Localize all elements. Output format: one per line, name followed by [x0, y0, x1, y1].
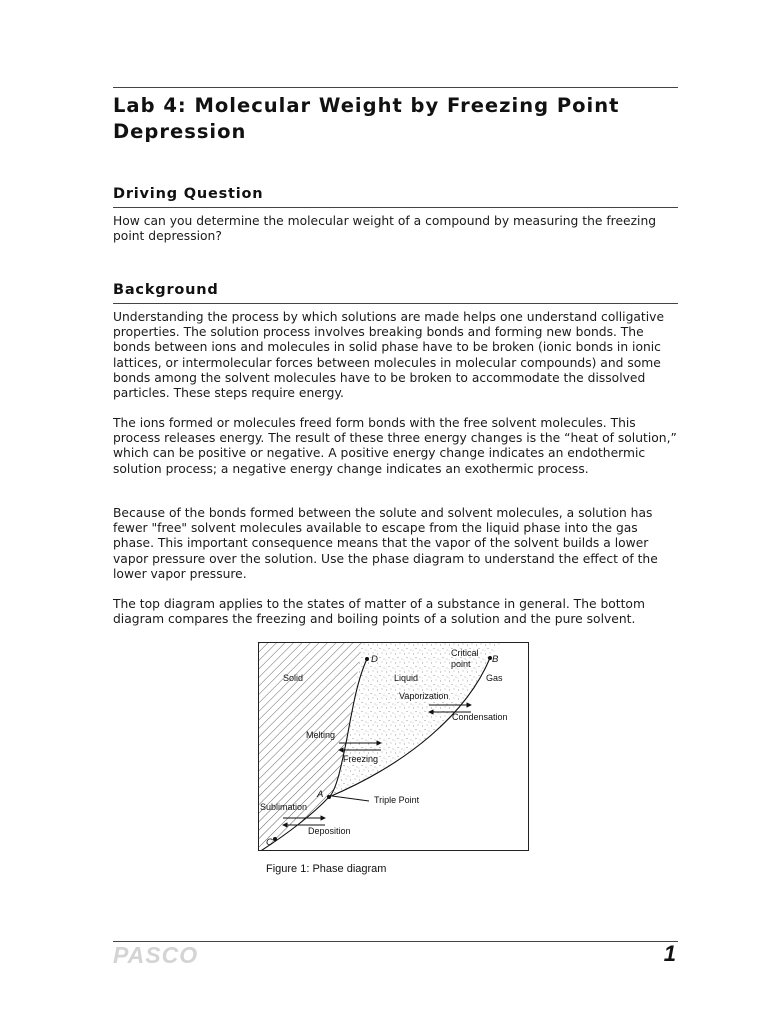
freezing-label: Freezing [343, 754, 379, 764]
driving-question-text: How can you determine the molecular weight of a compound by measuring the freezing point depression? [113, 214, 657, 244]
solid-label: Solid [283, 673, 304, 683]
pasco-logo: PASCO [113, 942, 199, 968]
critical-point-label-line1: Critical [451, 648, 479, 658]
condensation-label: Condensation [452, 712, 508, 722]
page-title: Lab 4: Molecular Weight by Freezing Point Depression [113, 94, 620, 143]
deposition-label: Deposition [308, 826, 351, 836]
vaporization-label: Vaporization [399, 691, 449, 701]
page-number: 1 [663, 941, 676, 966]
background-paragraph: Understanding the process by which solutions are made helps one understand colligative properties. The solution process involves breaking bonds and forming new bonds. The bonds between ions and molecules in solid phase have to be broken (ionic bonds in ionic lattices, or intermolecular forces between molecules in molecular compounds) and some bonds among the solvent molecules have to be broken to accommodate the dissolved particles. These steps require energy. [113, 310, 665, 401]
point-a-marker [327, 795, 331, 799]
point-c-marker [273, 837, 277, 841]
sublimation-label: Sublimation [260, 802, 308, 812]
background-rule [113, 303, 678, 304]
driving-question-heading: Driving Question [113, 186, 264, 202]
point-b-label: B [492, 654, 499, 665]
point-d-label: D [371, 654, 378, 665]
background-heading: Background [113, 282, 219, 298]
gas-label: Gas [486, 673, 503, 683]
triple-point-label: Triple Point [374, 795, 420, 805]
point-a-label: A [317, 789, 324, 800]
figure-caption: Figure 1: Phase diagram [266, 863, 387, 875]
phase-diagram-svg [259, 643, 529, 851]
phase-diagram [258, 642, 529, 851]
top-rule [113, 87, 678, 88]
background-paragraph: The ions formed or molecules freed form bonds with the free solvent molecules. This process releases energy. The result of these three energy changes is the “heat of solution,” which can be positive or negative. A positive energy change indicates an endothermic solution process; a negative energy change indicates an exothermic process. [113, 416, 677, 476]
melting-label: Melting [306, 730, 336, 740]
point-c-label: C [266, 837, 273, 848]
triple-point-pointer [332, 796, 369, 801]
critical-point-label-line2: point [451, 659, 471, 669]
background-paragraph: The top diagram applies to the states of matter of a substance in general. The bottom diagram compares the freezing and boiling points of a solution and the pure solvent. [113, 597, 645, 627]
point-d-marker [365, 657, 369, 661]
driving-question-rule [113, 207, 678, 208]
background-paragraph: Because of the bonds formed between the solute and solvent molecules, a solution has fewer "free" solvent molecules available to escape from the liquid phase into the gas phase. This important consequence means that the vapor of the solvent builds a lower vapor pressure over the solution. Use the phase diagram to understand the effect of the lower vapor pressure. [113, 506, 658, 581]
liquid-label: Liquid [394, 673, 419, 683]
